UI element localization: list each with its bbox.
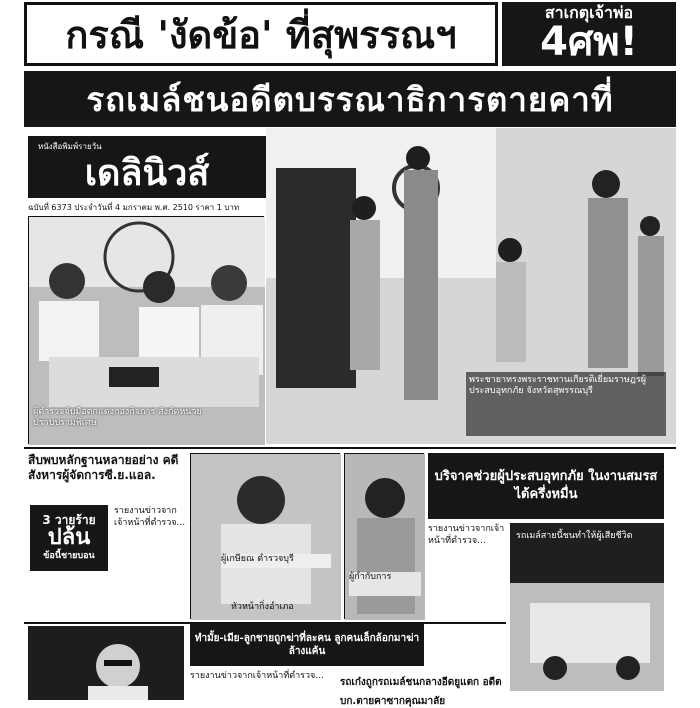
panel-right-headline: บริจาคช่วยผู้ประสบอุทกภัย ในงานสมรสได้ครึ่งหมื่น bbox=[434, 469, 658, 502]
panel-right-body: รายงานข่าวจากเจ้าหน้าที่ตำรวจ... bbox=[428, 524, 505, 546]
mid-caption1: ผู้เกษียณ ตำรวจบุรี bbox=[221, 554, 331, 568]
masthead-title: เดลินิวส์ bbox=[84, 152, 210, 194]
panel-right-photo bbox=[510, 523, 664, 691]
photo2-caption: พระชายาทรงพระราชทานเกียรติเยี่ยมราษฎรผู้ประสบอุทกภัย จังหวัดสุพรรณบุรี bbox=[466, 372, 666, 436]
bottom-center-body: รายงานข่าวจากเจ้าหน้าที่ตำรวจ... bbox=[190, 671, 324, 681]
top-headline: กรณี 'งัดข้อ' ที่สุพรรณฯ bbox=[65, 11, 457, 57]
bottom-left-photo bbox=[28, 626, 184, 700]
mid-caption2: หัวหน้ากิ่งอำเภอ bbox=[231, 602, 294, 612]
top-right-headline-box bbox=[502, 2, 676, 66]
main-headline-bar bbox=[24, 71, 676, 127]
main-headline: รถเมล์ชนอดีตบรรณาธิการตายคาที่ bbox=[86, 79, 614, 119]
section-divider bbox=[24, 447, 676, 449]
bottom-center-headline2: รถเก๋งถูกรถเมล์ชนกลางอีดยูแตก อดีตบก.ตายคาซากคุณมาลัย bbox=[340, 677, 502, 707]
panel-mid-photo2 bbox=[344, 453, 424, 619]
subbox-line3: ข้อนี้ชายบอน bbox=[43, 551, 95, 561]
photo1-caption: ผู้ตำรวจจับมือตกแต่งกองกิจการ สังกัดหน่วยปราบปรามพิเศษ bbox=[33, 407, 202, 428]
bottom-center-headline: ทำมั้ย-เมีย-ลูกชายถูกฆ่าที่ละคน ลูกคนเล็กล้อกมาฆ่าล้างแค้น bbox=[194, 633, 420, 657]
panel-left bbox=[28, 453, 188, 621]
issue-line: ฉบับที่ 6373 ประจำวันที่ 4 มกราคม พ.ศ. 2510 ราคา 1 บาท bbox=[28, 203, 240, 212]
mid-photo1-illustration bbox=[191, 454, 341, 620]
right-photo-caption: รถเมล์สายนี้ชนทำให้ผู้เสียชีวิต bbox=[516, 531, 633, 541]
top-right-line2: 4ศพ! bbox=[540, 19, 638, 65]
panel-left-headline: สืบพบหลักฐานหลายอย่าง คดีสังหารผู้จัดการซี.ย.แอล. bbox=[28, 453, 179, 482]
portrait-illustration bbox=[28, 626, 184, 700]
subbox-line1: 3 วายร้าย bbox=[42, 513, 96, 527]
panel-mid-photo1 bbox=[190, 453, 340, 619]
panel-left-body: รายงานข่าวจากเจ้าหน้าที่ตำรวจ... bbox=[114, 506, 186, 528]
bottom-center-headline-box bbox=[190, 624, 424, 666]
masthead bbox=[28, 136, 266, 198]
panel-right-headline-box bbox=[428, 453, 664, 519]
panel-left-subbox bbox=[30, 505, 108, 571]
photo-officials-desk bbox=[28, 216, 264, 444]
mid-caption3: ผู้กำกับการ bbox=[349, 572, 421, 596]
subbox-line2: ปล้น bbox=[47, 525, 91, 550]
bottom-center-headline2-box bbox=[340, 670, 506, 707]
top-right-line1: สาเกตุเจ้าพ่อ bbox=[544, 3, 634, 22]
masthead-kicker: หนังสือพิมพ์รายวัน bbox=[38, 142, 102, 151]
photo-royal-visit bbox=[266, 128, 676, 444]
top-headline-box bbox=[24, 2, 498, 66]
